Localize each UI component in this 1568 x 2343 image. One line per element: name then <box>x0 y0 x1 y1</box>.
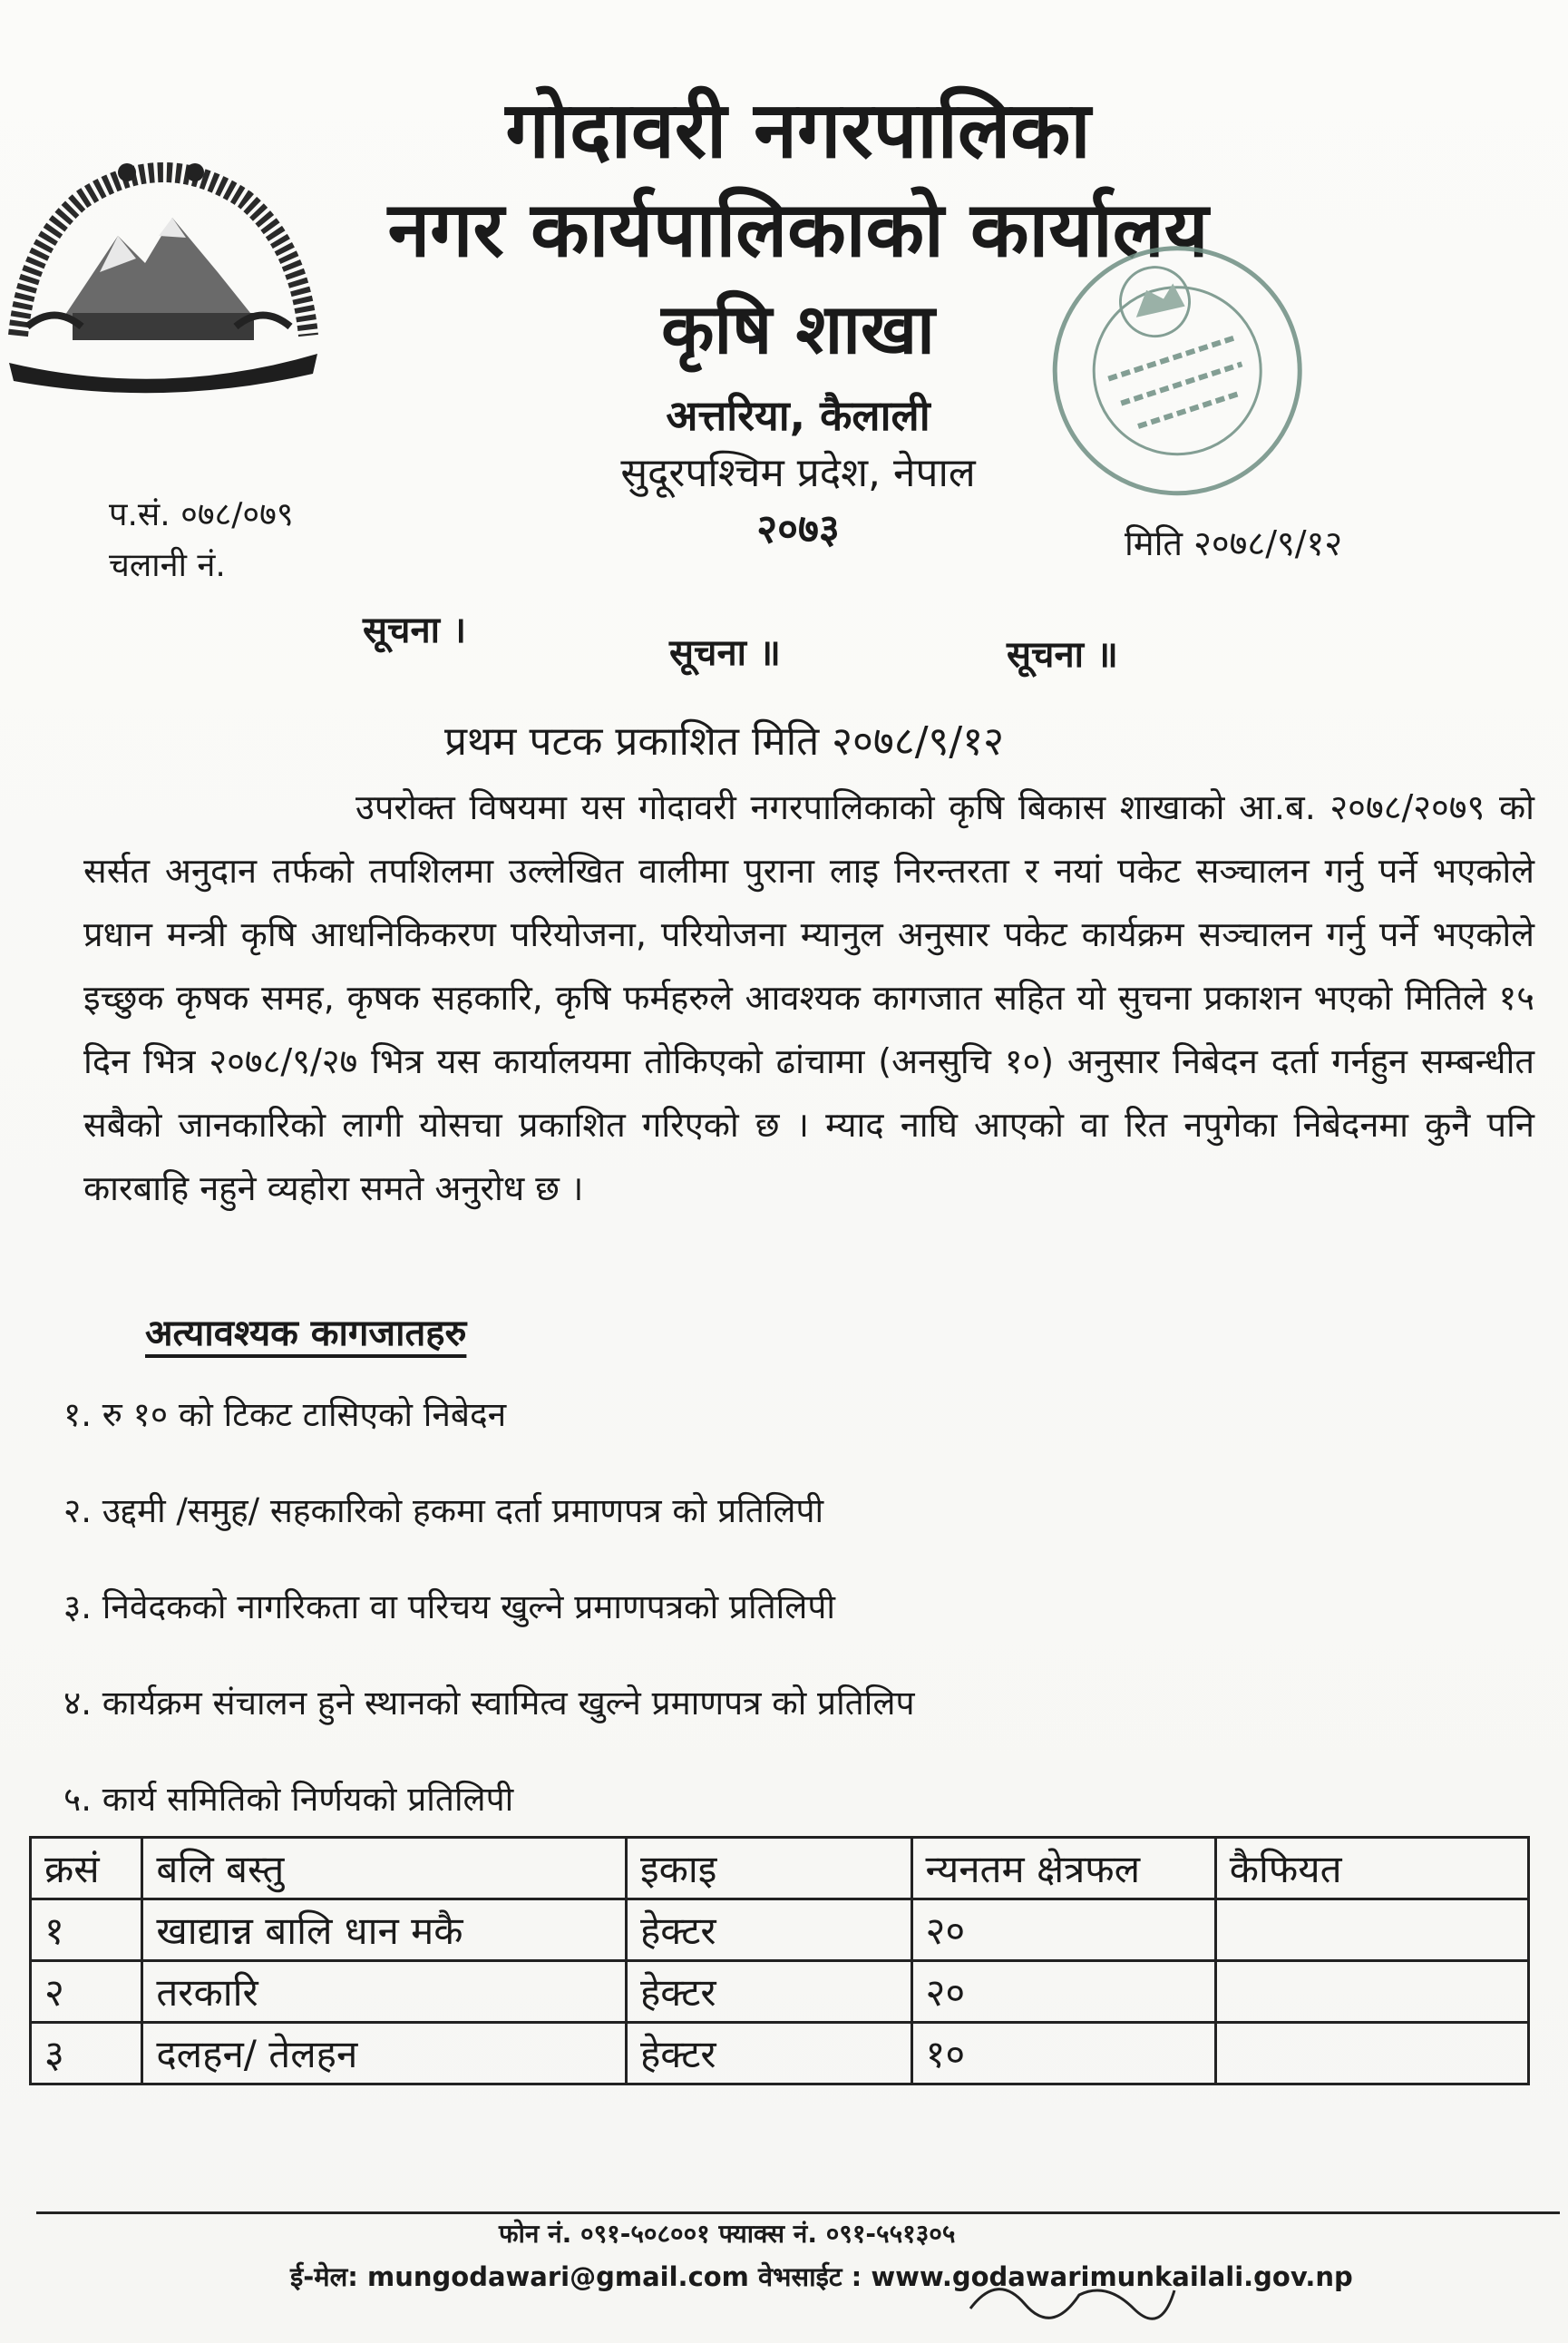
crop-table <box>29 1836 1530 2085</box>
table-header-row <box>31 1838 1529 1899</box>
table-cell: ३ <box>31 2023 142 2084</box>
table-cell: दलहन/ तेलहन <box>142 2023 627 2084</box>
published-date: प्रथम पटक प्रकाशित मिति २०७८/९/१२ <box>444 718 1004 765</box>
footer-contact <box>290 2259 1353 2294</box>
notice-heading-2: सूचना ॥ <box>669 632 781 674</box>
list-item: ३. निवेदकको नागरिकता वा परिचय खुल्ने प्रमाणपत्रको प्रतिलिपी <box>63 1587 835 1626</box>
table-cell: तरकारि <box>142 1961 627 2023</box>
table-cell: २० <box>911 1899 1215 1961</box>
table-cell <box>1215 2023 1528 2084</box>
table-cell: २ <box>31 1961 142 2023</box>
column-header-remarks: कैफियत <box>1215 1838 1528 1899</box>
established-year: २०७३ <box>756 506 840 552</box>
list-item: १. रु १० को टिकट टासिएको निबेदन <box>63 1395 507 1434</box>
required-documents-list <box>63 1388 914 1869</box>
office-name: गोदावरी नगरपालिका <box>505 85 1091 176</box>
column-header-unit: इकाइ <box>627 1838 912 1899</box>
list-item: ४. कार्यक्रम संचालन हुने स्थानको स्वामित्व खुल्ने प्रमाणपत्र को प्रतिलिप <box>63 1684 915 1723</box>
table-cell: २० <box>911 1961 1215 2023</box>
letter-number: प.सं. ०७८/०७९ <box>109 496 294 533</box>
website-label: वेभसाईट : <box>758 2261 862 2292</box>
reference-block <box>109 490 294 591</box>
notice-body: उपरोक्त विषयमा यस गोदावरी नगरपालिकाको कृषि बिकास शाखाको आ.ब. २०७८/२०७९ को सर्सत अनुदान तर्फको तपशिलमा उल्लेखित वालीमा पुराना लाइ निरन्तरता र नयां पकेट सञ्चालन गर्नु पर्ने भएकोले प्रधान मन्त्री कृषि आधनिकिकरण परियोजना, परियोजना म्यानुल अनुसार पकेट कार्यक्रम सञ्चालन गर्नु पर्ने भएकोले इच्छुक कृषक समह, कृषक सहकारि, कृषि फर्महरुले आवश्यक कागजात सहित यो सुचना प्रकाशन भएको मितिले १५ दिन भित्र २०७८/९/२७ भित्र यस कार्यालयमा तोकिएको ढांचामा (अनसुचि १०) अनुसार निबेदन दर्ता गर्नहुन सम्बन्धीत सबैको जानकारिको लागी योसचा प्रकाशित गरिएको छ । म्याद नाघि आएको वा रित नपुगेका निबेदनमा कुनै पनि कारबाहि नहुने व्यहोरा समते अनुरोध छ । <box>83 787 1534 1208</box>
table-cell: खाद्यान्न बालि धान मकै <box>142 1899 627 1961</box>
table-cell: १ <box>31 1899 142 1961</box>
footer-phone-fax: फोन नं. ०९१-५०८००१ फ्याक्स नं. ०९१-५५१३०५ <box>499 2219 956 2249</box>
table-row <box>31 1899 1529 1961</box>
table-row <box>31 1961 1529 2023</box>
table-cell <box>1215 1899 1528 1961</box>
branch-name: कृषि शाखा <box>661 288 935 369</box>
table-cell: हेक्टर <box>627 1899 912 1961</box>
notice-heading-3: सूचना ॥ <box>1007 634 1118 676</box>
footer-divider <box>36 2211 1560 2214</box>
email-label: ई-मेल: <box>290 2261 358 2292</box>
website-link[interactable]: www.godawarimunkailali.gov.np <box>871 2261 1353 2292</box>
address-line-2: सुदूरपश्चिम प्रदेश, नेपाल <box>620 450 976 496</box>
list-item: ५. कार्य समितिको निर्णयको प्रतिलिपी <box>63 1780 514 1819</box>
dispatch-number: चलानी नं. <box>109 547 226 584</box>
office-stamp-icon <box>1011 231 1338 522</box>
table-cell: हेक्टर <box>627 2023 912 2084</box>
nepal-emblem-icon <box>0 136 326 399</box>
column-header-crop: बलि बस्तु <box>142 1838 627 1899</box>
required-documents-heading: अत्यावश्यक कागजातहरु <box>145 1313 467 1354</box>
table-cell: हेक्टर <box>627 1961 912 2023</box>
signature-icon <box>961 2263 1179 2327</box>
address-line-1: अत्तरिया, कैलाली <box>666 391 930 440</box>
table-row <box>31 2023 1529 2084</box>
office-subtitle: नगर कार्यपालिकाको कार्यालय <box>387 185 1209 274</box>
email-link[interactable]: mungodawari@gmail.com <box>367 2261 749 2292</box>
list-item: २. उद्दमी /समुह/ सहकारिको हकमा दर्ता प्रमाणपत्र को प्रतिलिपी <box>63 1491 824 1530</box>
column-header-serial: क्रसं <box>31 1838 142 1899</box>
document-date: मिति २०७८/९/१२ <box>1125 523 1343 563</box>
column-header-min-area: न्यनतम क्षेत्रफल <box>911 1838 1215 1899</box>
table-cell <box>1215 1961 1528 2023</box>
notice-heading-1: सूचना । <box>363 610 467 651</box>
table-cell: १० <box>911 2023 1215 2084</box>
